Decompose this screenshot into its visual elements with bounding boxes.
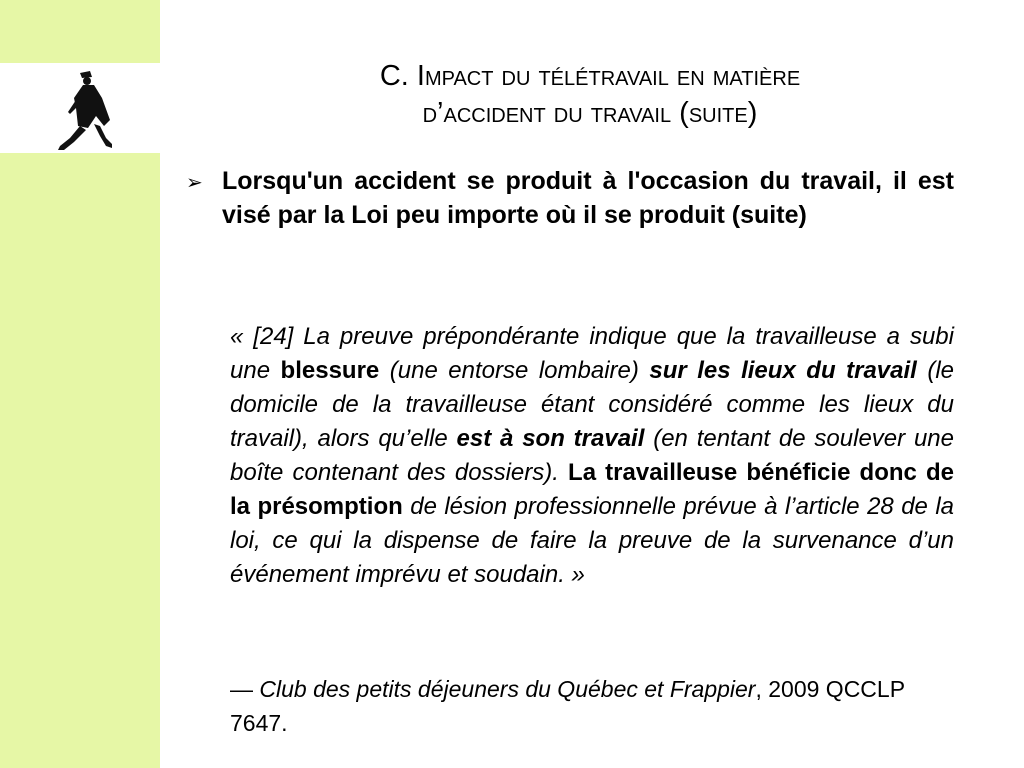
- citation-dash: —: [230, 676, 260, 702]
- slide-title: [190, 58, 990, 132]
- quote-part-3: (une entorse lombaire): [379, 357, 650, 384]
- quote-part-5: (le domicile de la travailleuse étant considéré comme les lieux du travail), alors qu’elle: [230, 357, 954, 452]
- walking-man-icon: [50, 68, 120, 152]
- citation-case-name: Club des petits déjeuners du Québec et Frappier: [259, 676, 756, 702]
- title-line-2: d’accident du travail (suite): [422, 97, 758, 129]
- title-prefix: C. I: [379, 60, 425, 92]
- case-citation: [230, 672, 954, 740]
- title-line-1-rest: mpact du télétravail en matière: [424, 60, 801, 92]
- title-line-1: [190, 58, 990, 95]
- sidebar-top-band: [0, 0, 160, 63]
- quote-part-1: « [24] La preuve prépondérante indique que la travailleuse a subi une: [230, 323, 954, 384]
- quote-part-2: blessure: [280, 357, 380, 384]
- quote-part-6: est à son travail: [456, 425, 645, 452]
- quote-part-9: de lésion professionnelle prévue à l’article 28 de la loi, ce qui la dispense de faire la preuve de la survenance d’un événement imprévu et soudain. »: [230, 493, 954, 588]
- bullet-point: [186, 164, 954, 232]
- court-quote: [230, 320, 954, 592]
- quote-part-4: sur les lieux du travail: [649, 357, 917, 384]
- bullet-text: Lorsqu'un accident se produit à l'occasion du travail, il est visé par la Loi peu importe où il se produit (suite): [222, 167, 954, 229]
- quote-part-7: (en tentant de soulever une boîte contenant des dossiers).: [230, 425, 954, 486]
- arrow-bullet-icon: ➢: [186, 172, 203, 194]
- citation-reference: , 2009 QCCLP 7647.: [230, 676, 905, 736]
- sidebar-bottom-band: [0, 153, 160, 768]
- quote-part-8: La travailleuse bénéficie donc de la présomption: [230, 459, 954, 520]
